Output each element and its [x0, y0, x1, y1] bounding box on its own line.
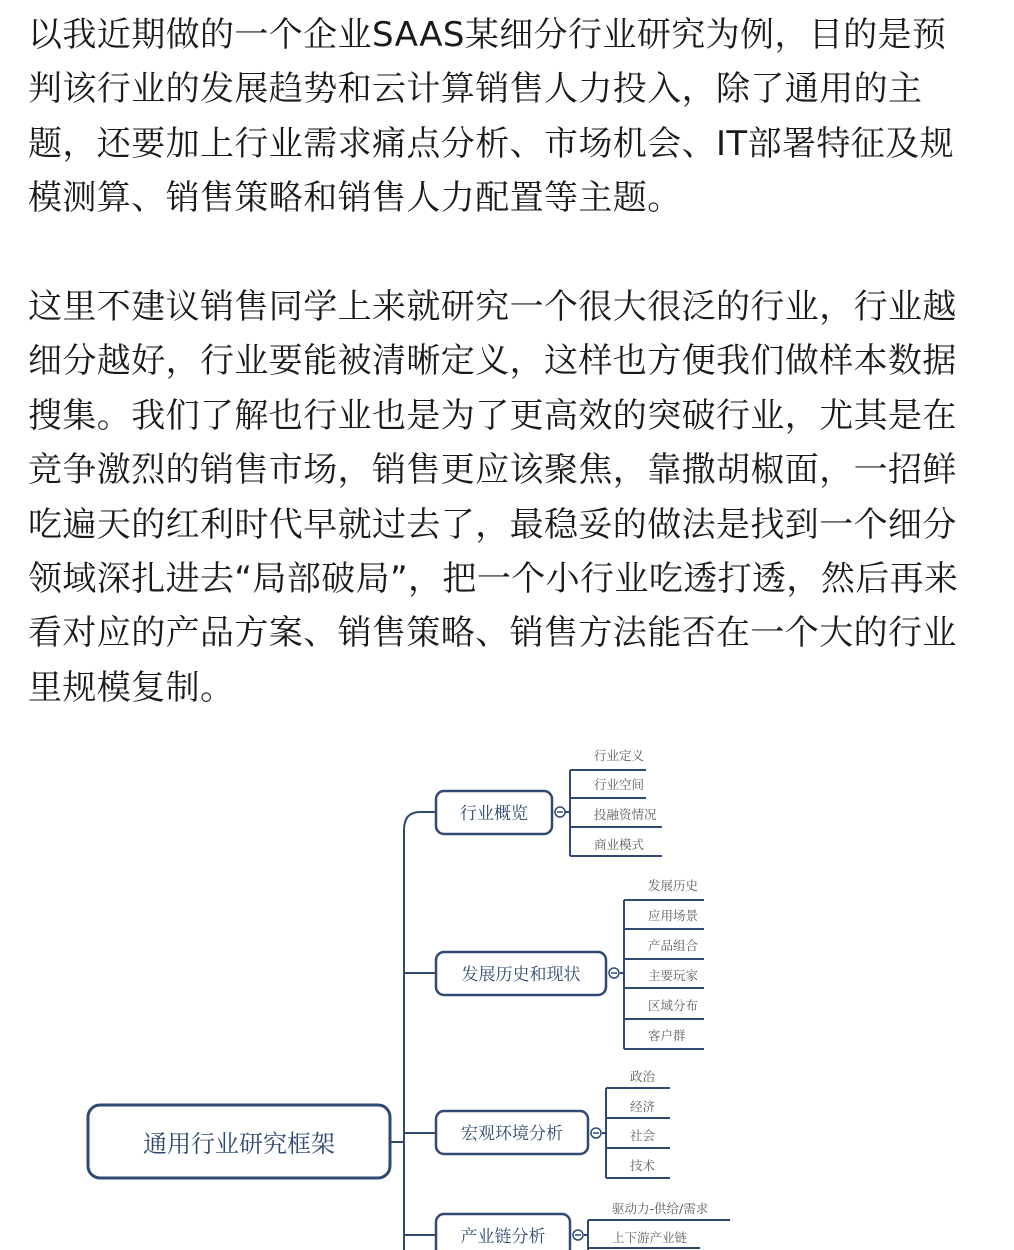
leaf-label: 区域分布	[648, 998, 699, 1013]
text-line: 里规模复制。	[28, 667, 235, 708]
leaf-label: 上下游产业链	[612, 1230, 688, 1245]
paragraph-advice	[28, 280, 988, 715]
text-line: 细分越好，行业要能被清晰定义，这样也方便我们做样本数据	[28, 341, 957, 382]
leaf-label: 社会	[630, 1128, 656, 1143]
mindmap-branch-node[interactable]	[436, 1111, 588, 1154]
mindmap-branch-node[interactable]	[436, 791, 552, 834]
paragraph-intro	[28, 8, 988, 226]
leaf-label: 技术	[630, 1158, 656, 1173]
text-line: 看对应的产品方案、销售策略、销售方法能否在一个大的行业	[28, 613, 957, 654]
branch-label: 宏观环境分析	[461, 1124, 563, 1144]
text-line: 以我近期做的一个企业SAAS某细分行业研究为例，目的是预	[28, 15, 947, 55]
mindmap-branch-node[interactable]	[436, 952, 606, 995]
leaf-label: 驱动力-供给/需求	[612, 1201, 709, 1216]
leaf-label: 行业定义	[594, 748, 645, 763]
mindmap-branch-node[interactable]	[436, 1214, 570, 1250]
leaf-label: 行业空间	[594, 777, 645, 792]
text-line: 这里不建议销售同学上来就研究一个很大很泛的行业，行业越	[28, 287, 957, 327]
collapse-icon[interactable]	[609, 968, 619, 978]
mindmap-diagram	[0, 730, 1014, 1250]
leaf-label: 主要玩家	[648, 968, 699, 983]
mindmap-root-node[interactable]	[88, 1105, 390, 1178]
text-line: 模测算、销售策略和销售人力配置等主题。	[28, 178, 682, 219]
leaf-label: 投融资情况	[594, 807, 657, 822]
text-line: 吃遍天的红利时代早就过去了，最稳妥的做法是找到一个细分	[28, 504, 957, 545]
leaf-label: 政治	[630, 1069, 656, 1084]
text-line: 题，还要加上行业需求痛点分析、市场机会、IT部署特征及规	[28, 123, 954, 164]
leaf-label: 客户群	[648, 1028, 686, 1043]
branch-label: 发展历史和现状	[461, 965, 581, 985]
branch-label: 产业链分析	[460, 1227, 546, 1247]
root-label: 通用行业研究框架	[143, 1130, 335, 1158]
text-line: 判该行业的发展趋势和云计算销售人力投入，除了通用的主	[28, 69, 923, 110]
collapse-icon[interactable]	[555, 807, 565, 817]
leaf-label: 应用场景	[648, 908, 699, 923]
branch-label: 行业概览	[460, 804, 528, 824]
text-line: 领域深扎进去“局部破局”，把一个小行业吃透打透，然后再来	[28, 559, 959, 600]
collapse-toggles	[555, 807, 619, 1240]
leaf-label: 发展历史	[648, 878, 699, 893]
leaf-label: 经济	[630, 1099, 656, 1114]
collapse-icon[interactable]	[573, 1230, 583, 1240]
leaf-label: 产品组合	[648, 938, 699, 953]
text-line: 搜集。我们了解也行业也是为了更高效的突破行业，尤其是在	[28, 395, 957, 436]
leaf-label: 商业模式	[594, 837, 645, 852]
text-line: 竞争激烈的销售市场，销售更应该聚焦，靠撒胡椒面，一招鲜	[28, 450, 957, 491]
collapse-icon[interactable]	[591, 1128, 601, 1138]
